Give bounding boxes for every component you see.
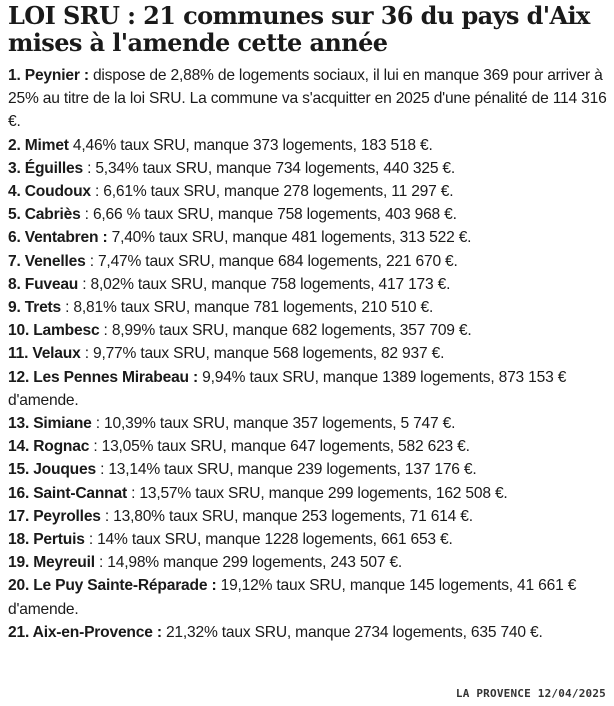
list-item <box>8 64 608 134</box>
list-item <box>8 412 608 435</box>
commune-name: 2. Mimet <box>8 136 69 154</box>
commune-details: : 13,57% taux SRU, manque 299 logements, 162 508 €. <box>126 484 508 502</box>
commune-list <box>8 64 608 644</box>
commune-name: 20. Le Puy Sainte-Réparade : <box>8 577 217 595</box>
list-item <box>8 551 608 574</box>
list-item <box>8 319 608 342</box>
list-item <box>8 528 608 551</box>
commune-name: 10. Lambesc <box>8 322 100 340</box>
commune-name: 18. Pertuis <box>8 531 85 549</box>
commune-name: 11. Velaux <box>8 345 81 363</box>
list-item <box>8 296 608 319</box>
commune-name: 19. Meyreuil <box>8 554 95 572</box>
commune-details: : 14,98% manque 299 logements, 243 507 €. <box>94 554 403 572</box>
commune-details: 4,46% taux SRU, manque 373 logements, 183 518 €. <box>68 136 433 154</box>
list-item <box>8 458 608 481</box>
list-item <box>8 366 608 412</box>
commune-name: 5. Cabriès <box>8 206 81 224</box>
list-item <box>8 180 608 203</box>
commune-name: 17. Peyrolles <box>8 507 101 525</box>
commune-details: : 9,77% taux SRU, manque 568 logements, 82 937 €. <box>80 345 445 363</box>
commune-details: : 8,99% taux SRU, manque 682 logements, 357 709 €. <box>99 322 472 340</box>
commune-details: : 13,14% taux SRU, manque 239 logements, 137 176 €. <box>95 461 477 479</box>
list-item <box>8 435 608 458</box>
commune-details: 7,40% taux SRU, manque 481 logements, 313 522 €. <box>107 229 472 247</box>
commune-details: : 8,02% taux SRU, manque 758 logements, 417 173 €. <box>78 275 451 293</box>
list-item <box>8 226 608 249</box>
article-title: LOI SRU : 21 communes sur 36 du pays d'Aix mises à l'amende cette année <box>8 1 590 57</box>
commune-details: : 6,66 % taux SRU, manque 758 logements, 403 968 €. <box>80 206 457 224</box>
commune-details: : 8,81% taux SRU, manque 781 logements, 210 510 €. <box>61 299 434 317</box>
commune-details: 9,94% taux SRU, manque 1389 logements, 873 153 € d'amende. <box>8 368 567 409</box>
commune-name: 8. Fuveau <box>8 275 79 293</box>
commune-details: : 7,47% taux SRU, manque 684 logements, 221 670 €. <box>85 252 458 270</box>
commune-name: 3. Éguilles <box>8 159 83 177</box>
commune-name: 13. Simiane <box>8 415 92 433</box>
list-item <box>8 482 608 505</box>
commune-details: : 10,39% taux SRU, manque 357 logements, 5 747 €. <box>91 415 456 433</box>
list-item <box>8 574 608 620</box>
commune-name: 14. Rognac <box>8 438 90 456</box>
commune-name: 1. Peynier : <box>8 67 89 84</box>
commune-name: 7. Venelles <box>8 252 86 270</box>
commune-name: 12. Les Pennes Mirabeau : <box>8 368 198 386</box>
commune-name: 21. Aix-en-Provence : <box>8 623 162 641</box>
list-item <box>8 505 608 528</box>
commune-details: dispose de 2,88% de logements sociaux, il lui en manque 369 pour arriver à 25% au titre de la loi SRU. La commune va s'acquitter en 2025 d'une pénalité de 114 316 €. <box>8 67 607 131</box>
commune-details: : 5,34% taux SRU, manque 734 logements, 440 325 €. <box>82 159 456 177</box>
commune-details: : 6,61% taux SRU, manque 278 logements, 11 297 €. <box>90 183 454 201</box>
commune-name: 4. Coudoux <box>8 183 91 201</box>
commune-name: 9. Trets <box>8 299 62 317</box>
list-item <box>8 157 608 180</box>
commune-name: 6. Ventabren : <box>8 229 108 247</box>
list-item <box>8 250 608 273</box>
commune-details: 21,32% taux SRU, manque 2734 logements, 635 740 €. <box>161 623 543 641</box>
commune-details: : 13,05% taux SRU, manque 647 logements, 582 623 €. <box>89 438 470 456</box>
commune-details: 19,12% taux SRU, manque 145 logements, 41 661 € d'amende. <box>8 577 577 618</box>
commune-name: 15. Jouques <box>8 461 96 479</box>
commune-name: 16. Saint-Cannat <box>8 484 127 502</box>
source-credit: LA PROVENCE 12/04/2025 <box>455 687 606 700</box>
list-item <box>8 203 608 226</box>
commune-details: : 13,80% taux SRU, manque 253 logements, 71 614 €. <box>100 507 473 525</box>
list-item <box>8 134 608 157</box>
list-item <box>8 342 608 365</box>
list-item <box>8 273 608 296</box>
list-item <box>8 621 608 644</box>
commune-details: : 14% taux SRU, manque 1228 logements, 661 653 €. <box>84 531 453 549</box>
